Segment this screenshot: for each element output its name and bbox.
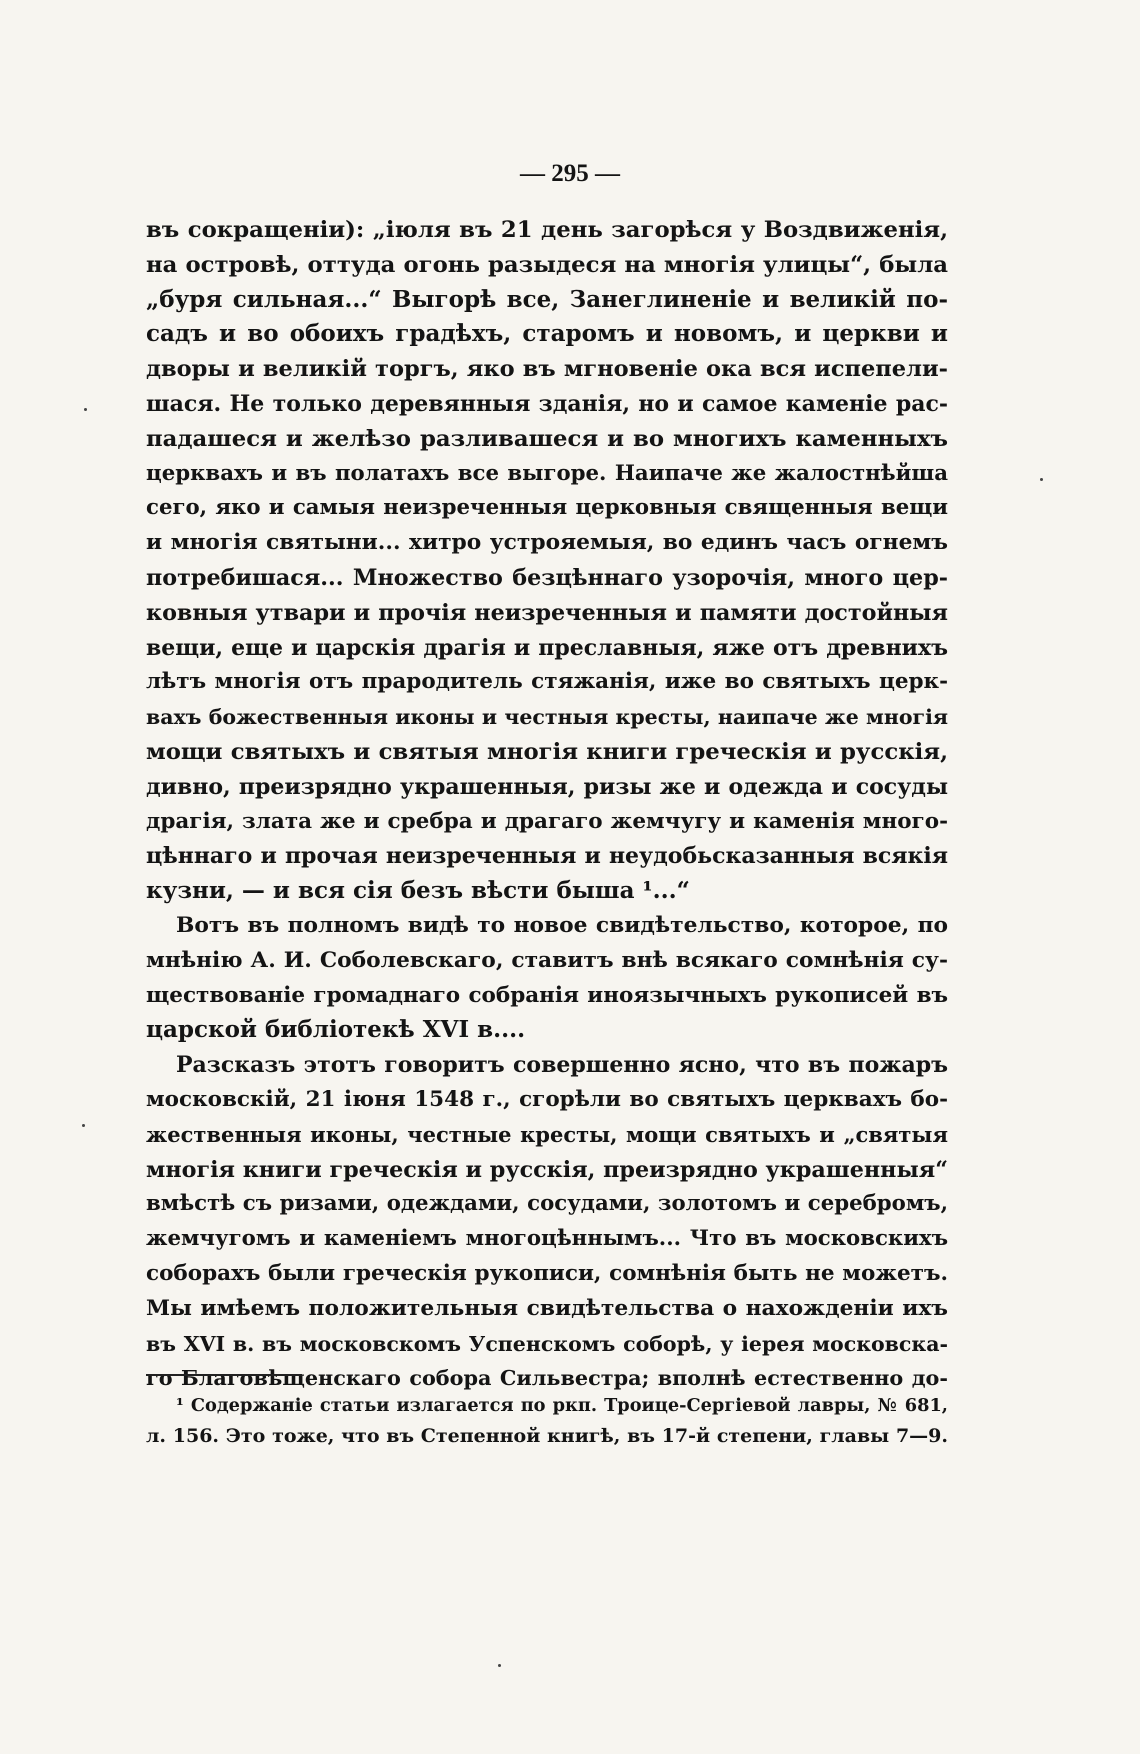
text-line: многія книги греческія и русскія, преизрядно украшенныя“ [146, 1156, 948, 1183]
scan-speck [84, 408, 87, 411]
text-line: жемчугомъ и каменіемъ многоцѣннымъ... Что въ московскихъ [146, 1226, 948, 1252]
text-line: въ XVI в. въ московскомъ Успенскомъ соборѣ, у іерея московска- [146, 1331, 948, 1356]
text-line: драгія, злата же и сребра и драгаго жемчугу и каменія много- [146, 808, 948, 834]
text-line: вещи, еще и царскія драгія и преславныя, яже отъ древнихъ [146, 634, 948, 661]
text-line: вахъ божественныя иконы и честныя кресты, наипаче же многія [146, 705, 948, 730]
footnotes [146, 1390, 948, 1452]
text-line: садъ и во обоихъ градѣхъ, старомъ и новомъ, и церкви и [146, 320, 948, 348]
text-line: го Благовѣщенскаго собора Сильвестра; вполнѣ естественно до- [146, 1366, 948, 1391]
text-line: сего, яко и самыя неизреченныя церковныя священныя вещи [146, 495, 948, 521]
text-line: лѣтъ многія отъ прародитель стяжанія, иже во святыхъ церк- [146, 669, 948, 695]
text-line: ществованіе громаднаго собранія иноязычныхъ рукописей въ [146, 982, 948, 1008]
text-line: цѣннаго и прочая неизреченныя и неудобьсказанныя всякія [146, 843, 948, 870]
text-line: Мы имѣемъ положительныя свидѣтельства о нахожденіи ихъ [146, 1295, 948, 1321]
text-line: царской библіотекѣ XVI в.... [146, 1016, 526, 1044]
scan-speck [498, 1664, 501, 1667]
text-line: и многія святыни... хитро устрояемыя, во единъ часъ огнемъ [146, 530, 948, 556]
text-line: дворы и великій торгъ, яко въ мгновеніе ока вся испепели- [146, 356, 948, 383]
text-line: кузни, — и вся сія безъ вѣсти быша ¹...“ [146, 877, 690, 905]
text-line: соборахъ были греческія рукописи, сомнѣнія быть не можетъ. [146, 1260, 948, 1286]
text-line: вмѣстѣ съ ризами, одеждами, сосудами, золотомъ и серебромъ, [146, 1191, 948, 1217]
text-line: „буря сильная...“ Выгорѣ все, Занеглиненіе и великій по- [146, 285, 948, 313]
text-line: ковныя утвари и прочія неизреченныя и памяти достойныя [146, 599, 948, 626]
footnote-line: ¹ Содержаніе статьи излагается по ркп. Троице-Сергіевой лавры, № 681, [176, 1395, 948, 1416]
scan-speck [82, 1124, 85, 1127]
text-line: потребишася... Множество безцѣннаго узорочія, много цер- [146, 564, 948, 591]
text-line: мнѣнію А. И. Соболевскаго, ставитъ внѣ всякаго сомнѣнія су- [146, 947, 948, 973]
text-line: дивно, преизрядно украшенныя, ризы же и одежда и сосуды [146, 773, 948, 800]
text-line: Разсказъ этотъ говоритъ совершенно ясно, что въ пожаръ [176, 1052, 948, 1079]
text-line: церквахъ и въ полатахъ все выгоре. Наипаче же жалостнѣйша [146, 460, 948, 486]
text-line: Вотъ въ полномъ видѣ то новое свидѣтельство, которое, по [176, 912, 948, 938]
text-line: шася. Не только деревянныя зданія, но и самое каменіе рас- [146, 390, 948, 417]
scan-speck [1040, 478, 1043, 481]
text-line: въ сокращеніи): „іюля въ 21 день загорѣся у Воздвиженія, [146, 217, 948, 243]
text-line: московскій, 21 іюня 1548 г., сгорѣли во святыхъ церквахъ бо- [146, 1086, 948, 1112]
text-line: жественныя иконы, честные кресты, мощи святыхъ и „святыя [146, 1121, 948, 1147]
text-line: падашеся и желѣзо разливашеся и во многихъ каменныхъ [146, 425, 948, 452]
text-line: мощи святыхъ и святыя многія книги греческія и русскія, [146, 738, 948, 765]
page-number: — 295 — [520, 160, 620, 187]
footnote-divider [146, 1374, 302, 1376]
footnote-line: л. 156. Это тоже, что въ Степенной книгѣ, въ 17-й степени, главы 7—9. [146, 1425, 948, 1447]
main-text [146, 213, 948, 1396]
text-line: на островѣ, оттуда огонь разыдеся на многія улицы“, была [146, 251, 948, 278]
